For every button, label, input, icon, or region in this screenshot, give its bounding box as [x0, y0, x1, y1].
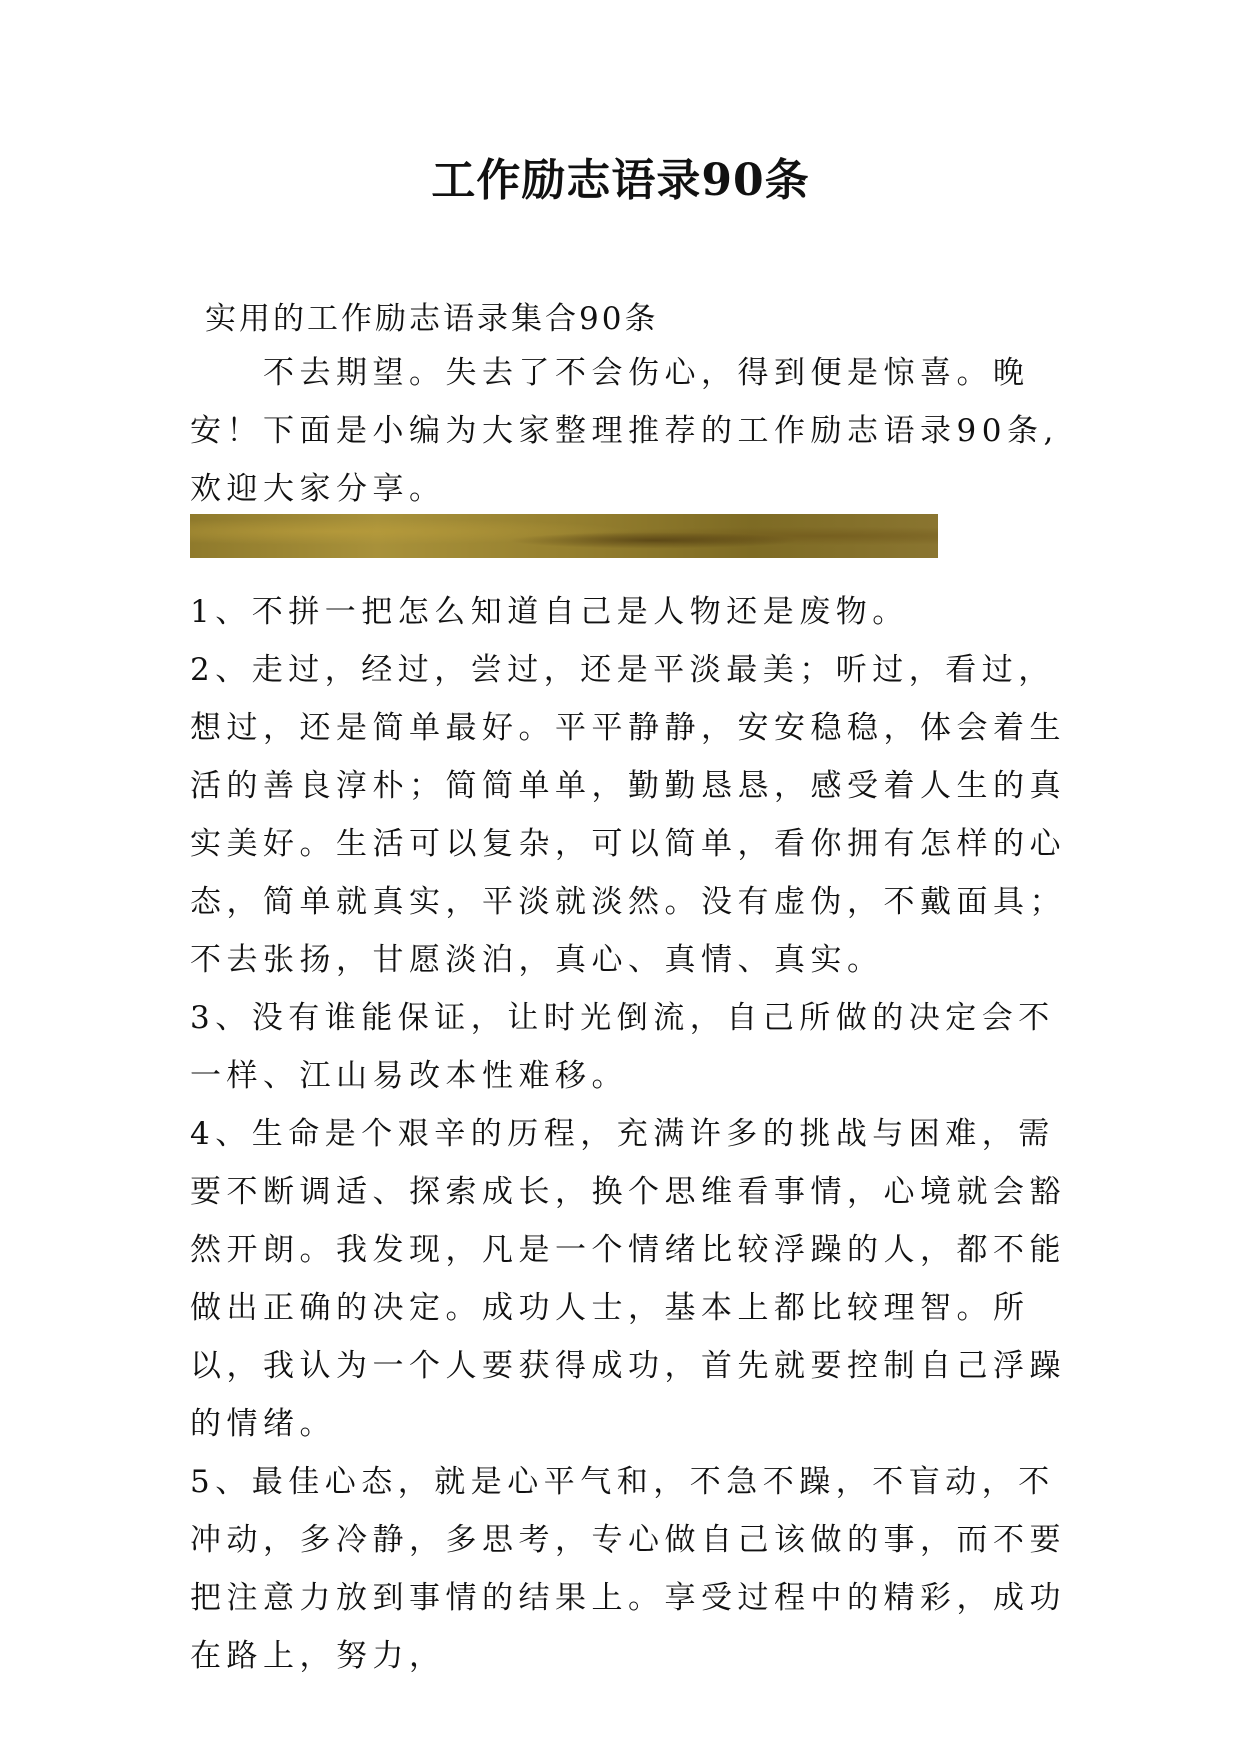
list-item: 4、生命是个艰辛的历程，充满许多的挑战与困难，需要不断调适、探索成长，换个思维看事情，心境就会豁然开朗。我发现，凡是一个情绪比较浮躁的人，都不能做出正确的决定。成功人士，基本上都比较理智。所以，我认为一个人要获得成功，首先就要控制自己浮躁的情绪。 [190, 1116, 1066, 1442]
document-title: 工作励志语录90条 [431, 155, 810, 206]
list-item: 3、没有谁能保证，让时光倒流，自己所做的决定会不一样、江山易改本性难移。 [190, 1000, 1055, 1094]
list-item: 2、走过，经过，尝过，还是平淡最美；听过，看过，想过，还是简单最好。平平静静，安安稳稳，体会着生活的善良淳朴；简简单单，勤勤恳恳，感受着人生的真实美好。生活可以复杂，可以简单，看你拥有怎样的心态，简单就真实，平淡就淡然。没有虚伪，不戴面具；不去张扬，甘愿淡泊，真心、真情、真实。 [190, 652, 1066, 978]
list-item: 1、不拼一把怎么知道自己是人物还是废物。 [190, 594, 909, 630]
decorative-banner-image [190, 514, 938, 558]
document-subtitle: 实用的工作励志语录集合90条 [205, 301, 659, 337]
intro-paragraph: 不去期望。失去了不会伤心，得到便是惊喜。晚安！下面是小编为大家整理推荐的工作励志语录90条,欢迎大家分享。 [190, 355, 1059, 507]
list-item: 5、最佳心态，就是心平气和，不急不躁，不盲动，不冲动，多冷静，多思考，专心做自己该做的事，而不要把注意力放到事情的结果上。享受过程中的精彩，成功在路上，努力， [190, 1464, 1066, 1674]
quote-list [190, 583, 1070, 1685]
